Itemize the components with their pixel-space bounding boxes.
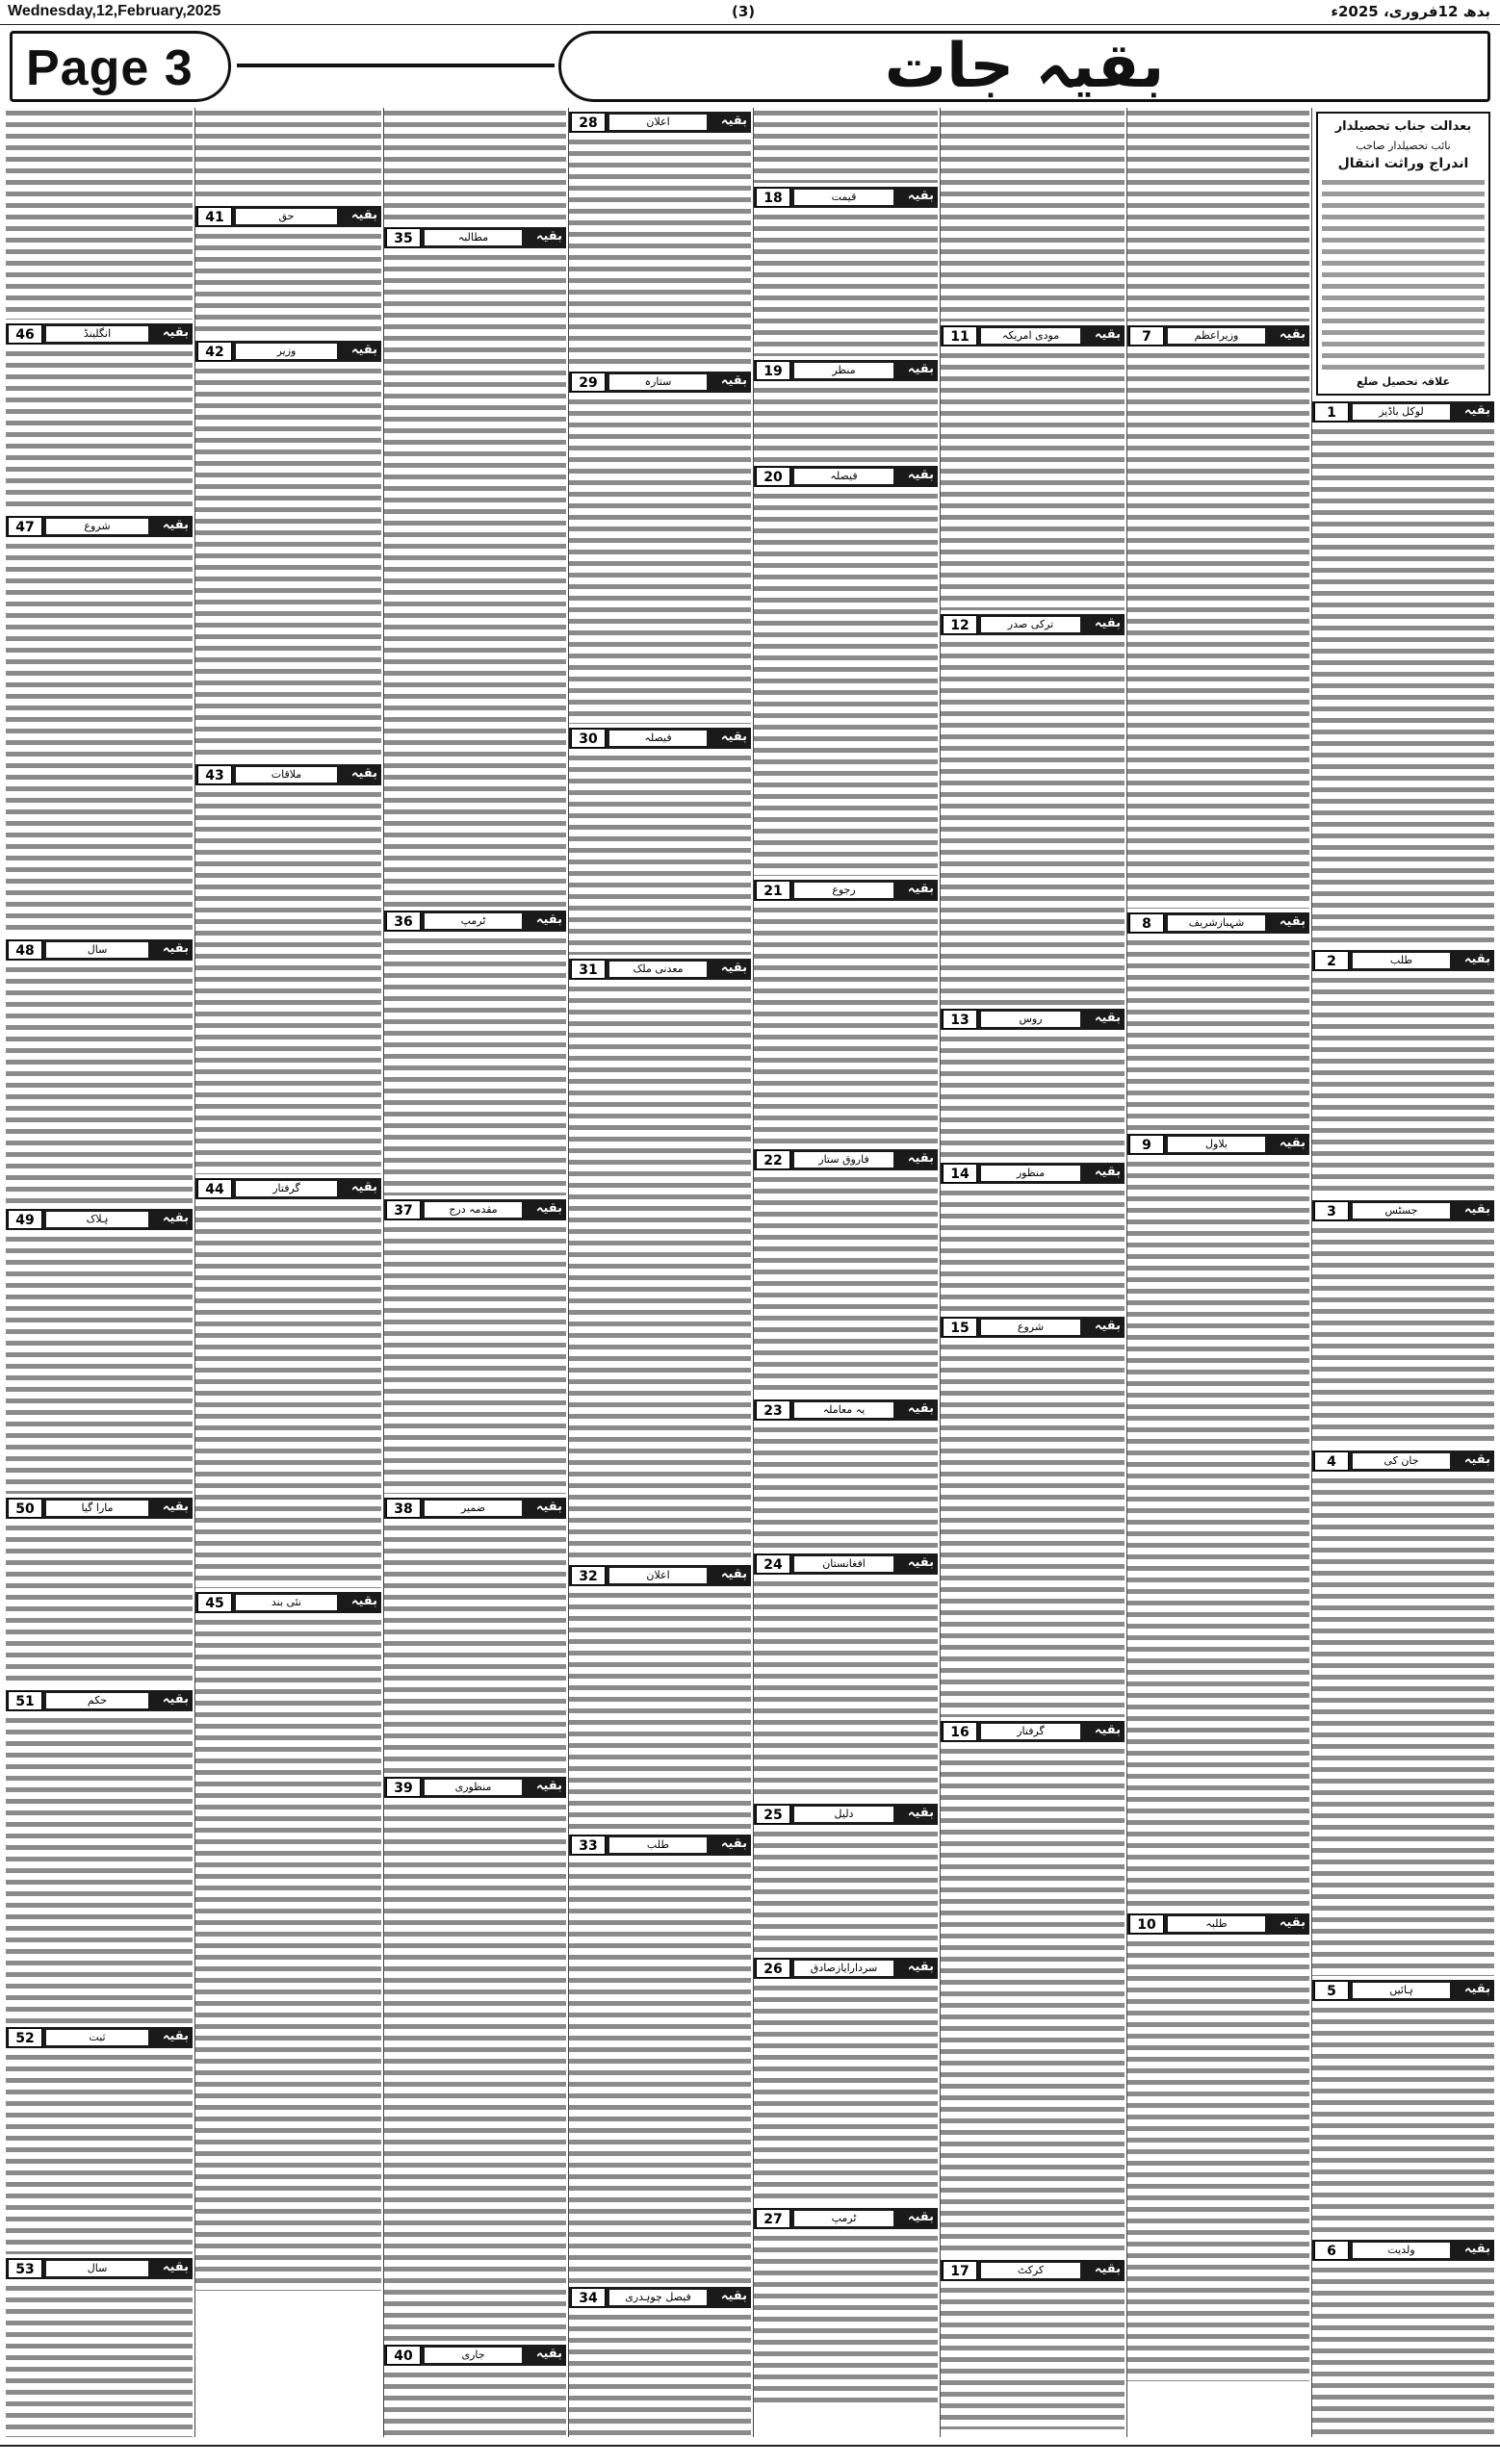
continuation-number: 1 xyxy=(1314,402,1349,422)
article-text-block xyxy=(1127,1159,1309,1910)
article-text-block xyxy=(195,366,381,760)
page-number: (3) xyxy=(732,3,756,20)
continuation-header-44 xyxy=(195,1178,381,1199)
section-title: بقیہ جات xyxy=(884,31,1165,102)
continuation-tag: بقیہ xyxy=(1094,1723,1121,1737)
continuation-keyword: نئی بند xyxy=(236,1595,337,1610)
continuation-header-46 xyxy=(6,323,193,345)
continuation-tag: بقیہ xyxy=(350,766,377,781)
continuation-number: 50 xyxy=(8,1499,42,1518)
continuation-keyword: بلاول xyxy=(1168,1137,1265,1152)
continuation-tag: بقیہ xyxy=(162,518,189,532)
continuation-tag: بقیہ xyxy=(162,1500,189,1514)
continuation-header-26 xyxy=(754,1958,938,1979)
article-text-block xyxy=(754,1424,938,1550)
continuation-tag: بقیہ xyxy=(720,373,747,388)
continuation-tag: بقیہ xyxy=(535,1201,562,1216)
continuation-number: 8 xyxy=(1129,913,1164,933)
article-text-block xyxy=(569,1590,751,1831)
article-text-block xyxy=(1312,1225,1494,1447)
continuation-tag: بقیہ xyxy=(535,1779,562,1793)
continuation-keyword: ہائیں xyxy=(1353,1983,1450,1998)
continuation-header-28 xyxy=(569,112,751,133)
article-text-block xyxy=(6,2283,193,2437)
continuation-keyword: شہبازشریف xyxy=(1168,915,1265,931)
continuation-keyword: جسٹس xyxy=(1353,1203,1450,1219)
column-6 xyxy=(383,108,566,2437)
continuation-keyword: مودی امریکہ xyxy=(981,328,1080,344)
continuation-number: 22 xyxy=(756,1150,790,1169)
continuation-tag: بقیہ xyxy=(162,325,189,340)
continuation-keyword: وزیر xyxy=(236,344,337,359)
continuation-header-37 xyxy=(384,1199,566,1220)
notice-body-text xyxy=(1322,177,1485,370)
continuation-tag: بقیہ xyxy=(1094,1319,1121,1333)
article-text-block xyxy=(569,1860,751,2283)
continuation-number: 5 xyxy=(1314,1981,1349,2000)
continuation-keyword: فیصلہ xyxy=(794,469,893,484)
continuation-number: 43 xyxy=(197,765,232,784)
continuation-keyword: لوکل باڈیز xyxy=(1353,404,1450,420)
columns-area xyxy=(6,108,1494,2437)
continuation-keyword: فاروق ستار xyxy=(794,1152,893,1168)
article-text-block xyxy=(754,2233,938,2406)
continuation-keyword: جاری xyxy=(425,2348,522,2363)
continuation-header-22 xyxy=(754,1149,938,1170)
continuation-number: 7 xyxy=(1129,326,1164,346)
continuation-keyword: اعلان xyxy=(609,1568,707,1583)
continuation-header-17 xyxy=(941,2260,1125,2281)
continuation-tag: بقیہ xyxy=(350,208,377,222)
article-text-block xyxy=(754,1174,938,1396)
article-text-block xyxy=(754,1829,938,1954)
continuation-keyword: مطالبہ xyxy=(425,230,522,245)
continuation-header-13 xyxy=(941,1009,1125,1030)
continuation-keyword: ستارہ xyxy=(609,374,707,390)
continuation-number: 38 xyxy=(386,1499,421,1518)
article-text-block xyxy=(941,1342,1125,1717)
continuation-keyword: منظور xyxy=(981,1166,1080,1181)
continuation-tag: بقیہ xyxy=(907,468,934,482)
continuation-number: 27 xyxy=(756,2209,790,2228)
continuation-number: 24 xyxy=(756,1554,790,1574)
article-text-block xyxy=(754,491,938,876)
continuation-number: 11 xyxy=(943,326,977,346)
column-7 xyxy=(194,108,381,2437)
continuation-keyword: طلب xyxy=(609,1837,707,1853)
continuation-number: 14 xyxy=(943,1164,977,1183)
continuation-keyword: دلیل xyxy=(794,1807,893,1822)
continuation-tag: بقیہ xyxy=(907,1401,934,1416)
article-text-block xyxy=(754,905,938,1145)
article-text-block xyxy=(1127,1938,1309,2381)
article-text-block xyxy=(569,397,751,724)
continuation-header-33 xyxy=(569,1835,751,1856)
article-text-block xyxy=(384,1224,566,1494)
continuation-header-40 xyxy=(384,2345,566,2366)
continuation-header-8 xyxy=(1127,912,1309,934)
continuation-tag: بقیہ xyxy=(1463,403,1490,418)
continuation-header-9 xyxy=(1127,1134,1309,1155)
continuation-keyword: طلب xyxy=(1353,953,1450,968)
continuation-keyword: ٹرمپ xyxy=(794,2211,893,2226)
article-text-block xyxy=(569,2312,751,2437)
continuation-tag: بقیہ xyxy=(1094,1011,1121,1025)
continuation-header-11 xyxy=(941,325,1125,346)
continuation-number: 41 xyxy=(197,207,232,226)
continuation-header-6 xyxy=(1312,2240,1494,2261)
continuation-tag: بقیہ xyxy=(162,941,189,956)
page-label-box xyxy=(10,31,231,102)
continuation-tag: بقیہ xyxy=(907,1806,934,1820)
continuation-keyword: انگلینڈ xyxy=(46,326,148,342)
continuation-keyword: ملاقات xyxy=(236,767,337,783)
continuation-keyword: منظر xyxy=(794,363,893,378)
continuation-header-15 xyxy=(941,1317,1125,1338)
continuation-number: 2 xyxy=(1314,951,1349,970)
continuation-number: 19 xyxy=(756,361,790,380)
continuation-tag: بقیہ xyxy=(1094,2262,1121,2276)
column-8 xyxy=(6,108,193,2437)
continuation-number: 12 xyxy=(943,615,977,634)
continuation-number: 18 xyxy=(756,188,790,207)
continuation-number: 23 xyxy=(756,1400,790,1420)
continuation-tag: بقیہ xyxy=(907,882,934,896)
article-text-block xyxy=(384,1523,566,1773)
article-text-block xyxy=(6,1715,193,2023)
continuation-number: 53 xyxy=(8,2259,42,2278)
continuation-header-24 xyxy=(754,1553,938,1575)
column-4 xyxy=(753,108,938,2437)
continuation-tag: بقیہ xyxy=(350,343,377,357)
continuation-keyword: روس xyxy=(981,1012,1080,1027)
article-text-block xyxy=(1127,937,1309,1130)
continuation-keyword: ثبت xyxy=(46,2030,148,2045)
article-text-block xyxy=(754,385,938,462)
continuation-number: 31 xyxy=(571,960,606,979)
continuation-header-48 xyxy=(6,939,193,961)
article-text-block xyxy=(754,1983,938,2204)
legal-notice xyxy=(1316,112,1490,396)
article-text-block xyxy=(384,936,566,1195)
column-2 xyxy=(1126,108,1309,2437)
continuation-keyword: حق xyxy=(236,209,337,224)
continuation-number: 32 xyxy=(571,1566,606,1585)
continuation-tag: بقیہ xyxy=(1279,1915,1306,1930)
article-text-block xyxy=(1312,2265,1494,2437)
article-text-block xyxy=(1312,975,1494,1196)
article-text-block xyxy=(6,964,193,1205)
continuation-header-5 xyxy=(1312,1980,1494,2001)
continuation-header-21 xyxy=(754,880,938,901)
continuation-tag: بقیہ xyxy=(720,114,747,128)
continuation-keyword: افغانستان xyxy=(794,1556,893,1572)
date-urdu: بدھ 12فروری، 2025ء xyxy=(1331,3,1490,20)
article-text-block xyxy=(569,984,751,1561)
continuation-tag: بقیہ xyxy=(350,1180,377,1194)
article-text-block xyxy=(941,1746,1125,2256)
continuation-header-2 xyxy=(1312,950,1494,971)
column-1 xyxy=(1311,108,1494,2437)
continuation-tag: بقیہ xyxy=(535,229,562,244)
article-text-block xyxy=(1312,2005,1494,2236)
continuation-tag: بقیہ xyxy=(907,362,934,376)
continuation-keyword: اعلان xyxy=(609,115,707,130)
continuation-keyword: مقدمہ درج xyxy=(425,1202,522,1218)
continuation-header-41 xyxy=(195,206,381,227)
continuation-header-20 xyxy=(754,466,938,487)
notice-title: اندراج وراثت انتقال xyxy=(1337,156,1469,171)
article-text-block xyxy=(6,2052,193,2254)
continuation-keyword: ترکی صدر xyxy=(981,617,1080,632)
article-text-block xyxy=(384,252,566,907)
continuation-tag: بقیہ xyxy=(907,2210,934,2224)
continuation-number: 47 xyxy=(8,517,42,536)
continuation-tag: بقیہ xyxy=(535,2347,562,2361)
continuation-keyword: فیصلہ xyxy=(609,731,707,746)
continuation-tag: بقیہ xyxy=(1094,1165,1121,1179)
continuation-keyword: سردارایازصادق xyxy=(794,1961,893,1976)
continuation-number: 21 xyxy=(756,881,790,900)
continuation-tag: بقیہ xyxy=(1094,616,1121,630)
continuation-keyword: ولدیت xyxy=(1353,2243,1450,2258)
section-title-box xyxy=(558,31,1490,102)
continuation-tag: بقیہ xyxy=(720,961,747,975)
continuation-tag: بقیہ xyxy=(1463,2242,1490,2256)
continuation-number: 49 xyxy=(8,1210,42,1229)
notice-signature: علاقہ تحصیل ضلع xyxy=(1356,375,1450,388)
continuation-header-19 xyxy=(754,360,938,381)
continuation-header-3 xyxy=(1312,1200,1494,1221)
continuation-keyword: گرفتار xyxy=(981,1724,1080,1739)
continuation-tag: بقیہ xyxy=(1279,914,1306,929)
article-text-block xyxy=(941,639,1125,1005)
continuation-header-39 xyxy=(384,1777,566,1798)
continuation-keyword: ہلاک xyxy=(46,1212,148,1227)
article-text-block xyxy=(6,1523,193,1686)
continuation-number: 26 xyxy=(756,1959,790,1978)
continuation-header-31 xyxy=(569,959,751,980)
continuation-number: 13 xyxy=(943,1010,977,1029)
continuation-keyword: ضمیر xyxy=(425,1501,522,1516)
continuation-header-36 xyxy=(384,911,566,932)
continuation-number: 15 xyxy=(943,1318,977,1337)
continuation-tag: بقیہ xyxy=(907,189,934,203)
article-text-block xyxy=(754,108,938,183)
continuation-number: 34 xyxy=(571,2288,606,2307)
continuation-header-18 xyxy=(754,187,938,208)
article-text-block xyxy=(195,789,381,1174)
continuation-keyword: شروع xyxy=(46,519,148,534)
article-text-block xyxy=(1312,1476,1494,1976)
continuation-keyword: ٹرمپ xyxy=(425,913,522,929)
article-text-block xyxy=(195,108,381,202)
continuation-keyword: جان کی xyxy=(1353,1453,1450,1469)
continuation-number: 45 xyxy=(197,1593,232,1612)
article-text-block xyxy=(941,350,1125,610)
continuation-header-4 xyxy=(1312,1450,1494,1472)
continuation-number: 52 xyxy=(8,2028,42,2047)
column-3 xyxy=(940,108,1125,2437)
bottom-rule xyxy=(0,2445,1500,2447)
continuation-header-32 xyxy=(569,1565,751,1586)
continuation-number: 10 xyxy=(1129,1914,1164,1934)
continuation-number: 35 xyxy=(386,228,421,247)
continuation-tag: بقیہ xyxy=(350,1594,377,1608)
continuation-keyword: طلبہ xyxy=(1168,1916,1265,1932)
continuation-header-14 xyxy=(941,1163,1125,1184)
continuation-header-12 xyxy=(941,614,1125,635)
date-english: Wednesday,12,February,2025 xyxy=(8,3,221,19)
article-text-block xyxy=(569,753,751,955)
continuation-header-52 xyxy=(6,2027,193,2048)
continuation-header-27 xyxy=(754,2208,938,2229)
continuation-number: 33 xyxy=(571,1835,606,1855)
page-label: Page 3 xyxy=(26,40,194,96)
continuation-header-10 xyxy=(1127,1913,1309,1935)
article-text-block xyxy=(754,1578,938,1800)
continuation-header-23 xyxy=(754,1399,938,1421)
continuation-number: 46 xyxy=(8,324,42,344)
continuation-number: 29 xyxy=(571,372,606,392)
top-dateline xyxy=(0,0,1500,25)
continuation-header-43 xyxy=(195,764,381,785)
continuation-tag: بقیہ xyxy=(162,1211,189,1225)
article-text-block xyxy=(569,137,751,368)
continuation-header-1 xyxy=(1312,401,1494,423)
continuation-keyword: مارا گیا xyxy=(46,1501,148,1516)
continuation-header-38 xyxy=(384,1498,566,1519)
continuation-tag: بقیہ xyxy=(535,912,562,927)
continuation-number: 48 xyxy=(8,940,42,960)
continuation-number: 30 xyxy=(571,729,606,748)
continuation-tag: بقیہ xyxy=(1463,1202,1490,1217)
continuation-keyword: رجوع xyxy=(794,883,893,898)
notice-subheading: نائب تحصیلدار صاحب xyxy=(1356,140,1451,152)
continuation-number: 16 xyxy=(943,1722,977,1741)
continuation-keyword: سال xyxy=(46,2261,148,2276)
masthead xyxy=(10,31,1490,102)
continuation-keyword: حکم xyxy=(46,1693,148,1708)
continuation-keyword: فیصل چوہدری xyxy=(609,2290,707,2305)
continuation-tag: بقیہ xyxy=(162,2029,189,2043)
continuation-header-47 xyxy=(6,516,193,537)
continuation-number: 37 xyxy=(386,1200,421,1219)
continuation-header-42 xyxy=(195,341,381,362)
continuation-tag: بقیہ xyxy=(1279,327,1306,342)
continuation-tag: بقیہ xyxy=(720,1836,747,1851)
continuation-tag: بقیہ xyxy=(535,1500,562,1514)
continuation-tag: بقیہ xyxy=(1463,1982,1490,1996)
continuation-header-49 xyxy=(6,1209,193,1230)
continuation-tag: بقیہ xyxy=(162,1692,189,1707)
continuation-tag: بقیہ xyxy=(720,2289,747,2303)
continuation-header-34 xyxy=(569,2287,751,2308)
article-text-block xyxy=(941,1034,1125,1159)
continuation-header-25 xyxy=(754,1804,938,1825)
continuation-keyword: وزیراعظم xyxy=(1168,328,1265,344)
continuation-header-30 xyxy=(569,728,751,749)
article-text-block xyxy=(6,348,193,512)
continuation-tag: بقیہ xyxy=(720,1567,747,1581)
continuation-header-51 xyxy=(6,1690,193,1711)
continuation-header-16 xyxy=(941,1721,1125,1742)
article-text-block xyxy=(195,1617,381,2291)
continuation-number: 4 xyxy=(1314,1451,1349,1471)
continuation-header-35 xyxy=(384,227,566,248)
article-text-block xyxy=(941,1188,1125,1313)
continuation-header-50 xyxy=(6,1498,193,1519)
article-text-block xyxy=(384,2370,566,2437)
continuation-keyword: قیمت xyxy=(794,190,893,205)
continuation-number: 6 xyxy=(1314,2241,1349,2260)
article-text-block xyxy=(1312,426,1494,946)
continuation-keyword: منظوری xyxy=(425,1780,522,1795)
continuation-keyword: سال xyxy=(46,942,148,958)
article-text-block xyxy=(6,541,193,936)
continuation-number: 44 xyxy=(197,1179,232,1198)
continuation-keyword: گرفتار xyxy=(236,1181,337,1196)
notice-heading: بعدالت جناب تحصیلدار xyxy=(1334,119,1472,134)
continuation-keyword: یہ معاملہ xyxy=(794,1402,893,1418)
masthead-rule xyxy=(237,64,555,67)
continuation-header-45 xyxy=(195,1592,381,1613)
continuation-tag: بقیہ xyxy=(720,730,747,744)
continuation-tag: بقیہ xyxy=(1094,327,1121,342)
continuation-number: 51 xyxy=(8,1691,42,1710)
article-text-block xyxy=(941,2285,1125,2429)
continuation-tag: بقیہ xyxy=(1463,952,1490,966)
continuation-tag: بقیہ xyxy=(162,2260,189,2274)
column-5 xyxy=(568,108,751,2437)
continuation-number: 40 xyxy=(386,2346,421,2365)
article-text-block xyxy=(384,1802,566,2341)
continuation-number: 25 xyxy=(756,1805,790,1824)
article-text-block xyxy=(754,212,938,356)
continuation-header-7 xyxy=(1127,325,1309,346)
continuation-tag: بقیہ xyxy=(907,1555,934,1570)
continuation-keyword: شروع xyxy=(981,1320,1080,1335)
article-text-block xyxy=(6,1234,193,1494)
article-text-block xyxy=(384,108,566,223)
article-text-block xyxy=(941,108,1125,321)
continuation-keyword: کرکٹ xyxy=(981,2263,1080,2278)
continuation-number: 3 xyxy=(1314,1201,1349,1220)
article-text-block xyxy=(1127,108,1309,321)
continuation-header-53 xyxy=(6,2258,193,2279)
continuation-tag: بقیہ xyxy=(1463,1452,1490,1467)
continuation-tag: بقیہ xyxy=(907,1151,934,1166)
continuation-number: 39 xyxy=(386,1778,421,1797)
continuation-number: 9 xyxy=(1129,1135,1164,1154)
continuation-tag: بقیہ xyxy=(1279,1136,1306,1150)
article-text-block xyxy=(6,108,193,320)
article-text-block xyxy=(1127,350,1309,909)
article-text-block xyxy=(195,1203,381,1588)
continuation-header-29 xyxy=(569,372,751,393)
continuation-keyword: معدنی ملک xyxy=(609,962,707,977)
continuation-number: 17 xyxy=(943,2261,977,2280)
continuation-number: 20 xyxy=(756,467,790,486)
continuation-number: 36 xyxy=(386,911,421,931)
continuation-tag: بقیہ xyxy=(907,1960,934,1974)
continuation-number: 42 xyxy=(197,342,232,361)
continuation-number: 28 xyxy=(571,113,606,132)
article-text-block xyxy=(195,231,381,337)
